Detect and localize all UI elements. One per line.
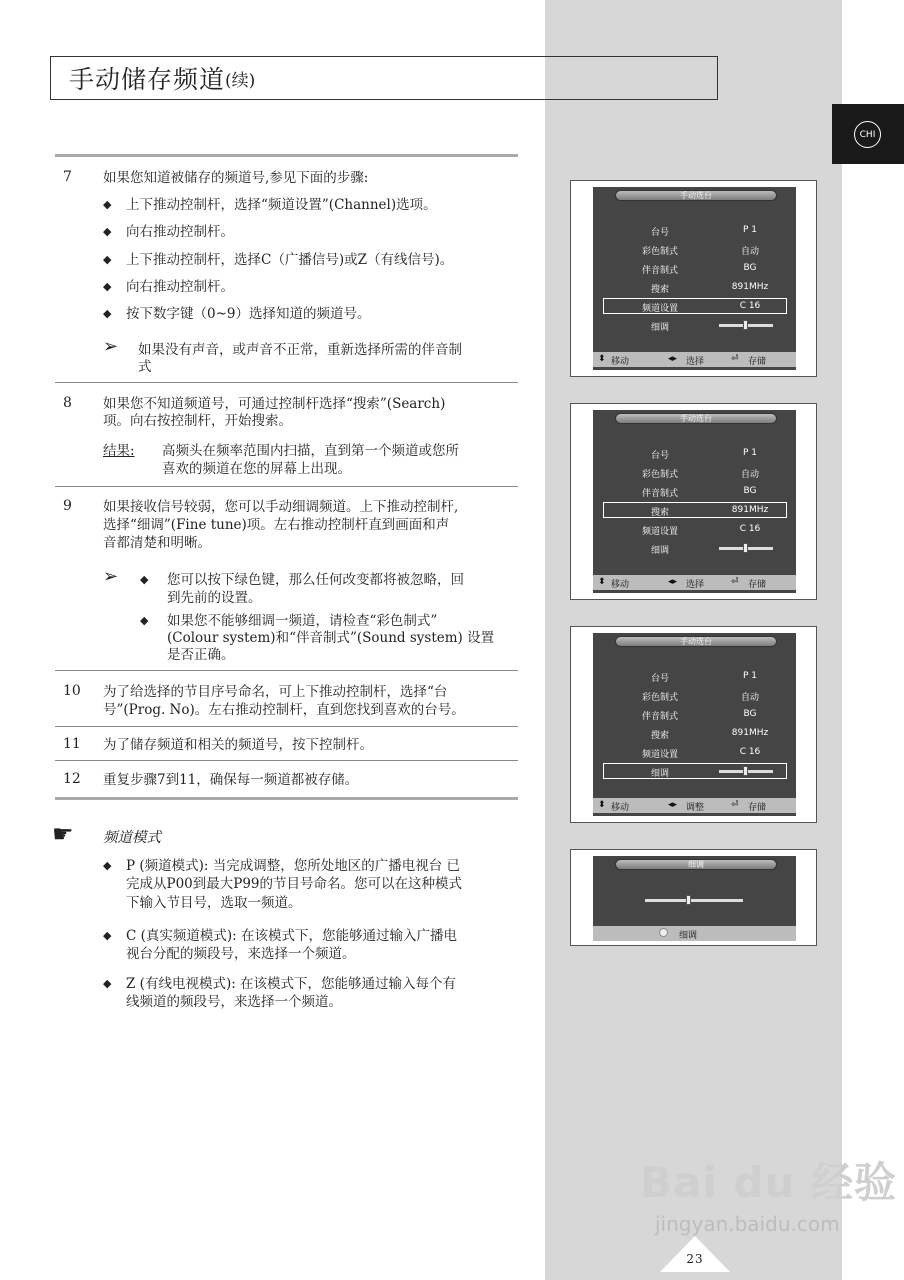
section-divider	[55, 154, 518, 157]
osd-row-value: C 16	[739, 747, 761, 757]
divider	[55, 486, 518, 487]
footer-store-label: 存储	[748, 803, 767, 813]
osd-footer	[593, 352, 796, 367]
osd-row-value: 自动	[740, 247, 759, 257]
osd-title: 手动选台	[615, 636, 777, 647]
pointing-hand-icon: ☛	[52, 820, 74, 848]
step-text: 重复步骤7到11，确保每一频道都被存储。	[103, 772, 359, 788]
bullet-diamond-icon: ◆	[103, 198, 112, 211]
fine-tune-slider-knob[interactable]	[743, 766, 748, 776]
section-heading: 频道模式	[103, 830, 161, 846]
osd-row-value: 自动	[740, 693, 759, 703]
watermark-logo: Bai du 经验	[640, 1158, 897, 1207]
osd-panel	[593, 856, 796, 940]
osd-row-value: BG	[743, 486, 757, 496]
result-text: 喜欢的频道在您的屏幕上出现。	[162, 461, 351, 477]
bullet-diamond-icon: ◆	[103, 280, 112, 293]
up-down-arrow-icon: ⬍	[598, 800, 606, 810]
page-title: 手动储存频道	[69, 65, 226, 94]
divider	[55, 382, 518, 383]
osd-row-label[interactable]: 台号	[650, 674, 669, 684]
step-number: 10	[63, 683, 81, 699]
mode-text: 下输入节目号，选取一频道。	[126, 895, 302, 911]
osd-row-value: BG	[743, 263, 757, 273]
bullet-text: 向右推动控制杆。	[126, 279, 234, 295]
osd-row-label[interactable]: 彩色制式	[641, 693, 678, 703]
footer-store-label: 存储	[748, 580, 767, 590]
osd-row-label[interactable]: 频道设置	[641, 304, 678, 314]
enter-icon: ⏎	[731, 800, 739, 810]
result-text: 高频头在频率范围内扫描，直到第一个频道或您所	[162, 443, 459, 459]
osd-row-label[interactable]: 台号	[650, 228, 669, 238]
watermark-url: jingyan.baidu.com	[655, 1212, 840, 1236]
bullet-diamond-icon: ◆	[103, 225, 112, 238]
step-text: 如果接收信号较弱，您可以手动细调频道。上下推动控制杆,	[103, 499, 459, 515]
left-right-arrow-icon: ◂▸	[668, 800, 678, 810]
page-title-suffix: (续)	[225, 70, 256, 91]
osd-row-label[interactable]: 台号	[650, 451, 669, 461]
osd-row-label[interactable]: 搜索	[650, 731, 669, 741]
bullet-diamond-icon: ◆	[140, 614, 149, 627]
osd-row-value: C 16	[739, 301, 761, 311]
divider	[55, 760, 518, 761]
note-text: 到先前的设置。	[167, 590, 262, 606]
enter-icon: ⏎	[731, 577, 739, 587]
note-text: 是否正确。	[167, 647, 235, 663]
fine-tune-slider-knob[interactable]	[743, 320, 748, 330]
left-right-arrow-icon: ◂▸	[668, 577, 678, 587]
step-text: 如果您知道被储存的频道号,参见下面的步骤:	[103, 170, 369, 186]
osd-footer	[593, 798, 796, 813]
osd-row-value: 自动	[740, 470, 759, 480]
step-number: 7	[63, 169, 72, 185]
osd-row-label[interactable]: 伴音制式	[641, 489, 678, 499]
osd-screen-channel-set	[570, 180, 817, 377]
section-divider	[55, 797, 518, 800]
footer-mid-label: 调整	[686, 803, 705, 813]
osd-title: 手动选台	[615, 413, 777, 424]
footer-mid-label: 选择	[686, 357, 705, 367]
osd-row-value: 891MHz	[731, 282, 769, 292]
bullet-text: 按下数字键（0~9）选择知道的频道号。	[126, 306, 371, 322]
step-number: 8	[63, 395, 72, 411]
osd-row-label[interactable]: 伴音制式	[641, 712, 678, 722]
footer-mid-label: 选择	[686, 580, 705, 590]
footer-move-label: 移动	[611, 803, 630, 813]
osd-panel	[593, 187, 796, 370]
fine-tune-slider-knob[interactable]	[743, 543, 748, 553]
osd-row-label[interactable]: 伴音制式	[641, 266, 678, 276]
osd-row-label[interactable]: 频道设置	[641, 527, 678, 537]
mode-text: P (频道模式): 当完成调整，您所处地区的广播电视台 已	[126, 858, 461, 874]
osd-row-label[interactable]: 彩色制式	[641, 247, 678, 257]
step-text: 为了储存频道和相关的频道号，按下控制杆。	[103, 737, 373, 753]
note-text: 您可以按下绿色键，那么任何改变都将被忽略，回	[167, 572, 464, 588]
osd-row-label[interactable]: 搜索	[650, 285, 669, 295]
bullet-text: 上下推动控制杆，选择“频道设置”(Channel)选项。	[126, 197, 437, 213]
step-text: 号”(Prog. No)。左右推动控制杆，直到您找到喜欢的台号。	[103, 702, 465, 718]
osd-footer	[593, 926, 796, 941]
page-number: 23	[686, 1252, 704, 1266]
language-badge: CHI	[854, 121, 881, 148]
mode-text: 完成从P00到最大P99的节目号命名。您可以在这种模式	[126, 876, 463, 892]
footer-label: 细调	[679, 931, 698, 941]
osd-row-label[interactable]: 细调	[650, 323, 669, 333]
bullet-diamond-icon: ◆	[103, 307, 112, 320]
note-text: 如果您不能够细调一频道，请检查“彩色制式”	[167, 613, 438, 629]
mode-text: Z (有线电视模式): 在该模式下，您能够通过输入每个有	[126, 976, 457, 992]
divider	[55, 670, 518, 671]
step-text: 音都清楚和明晰。	[103, 535, 211, 551]
osd-panel	[593, 633, 796, 816]
bullet-text: 上下推动控制杆，选择C（广播信号)或Z（有线信号)。	[126, 252, 454, 268]
note-arrow-icon: ➢	[103, 336, 119, 357]
osd-row-label[interactable]: 彩色制式	[641, 470, 678, 480]
osd-footer	[593, 575, 796, 590]
osd-row-value: C 16	[739, 524, 761, 534]
osd-row-value: 891MHz	[731, 505, 769, 515]
note-text: 如果没有声音，或声音不正常，重新选择所需的伴音制	[138, 342, 462, 358]
left-right-arrow-icon: ◂▸	[668, 354, 678, 364]
step-text: 如果您不知道频道号，可通过控制杆选择“搜索”(Search)	[103, 396, 446, 412]
osd-row-value: P 1	[742, 448, 757, 458]
osd-row-label[interactable]: 频道设置	[641, 750, 678, 760]
green-button-icon	[659, 928, 668, 937]
step-text: 项。向右按控制杆，开始搜索。	[103, 413, 292, 429]
step-number: 12	[63, 771, 81, 787]
fine-tune-slider-knob[interactable]	[686, 895, 691, 905]
bullet-text: 向右推动控制杆。	[126, 224, 234, 240]
osd-screen-fine-tune	[570, 626, 817, 823]
bullet-diamond-icon: ◆	[103, 253, 112, 266]
bullet-diamond-icon: ◆	[103, 859, 112, 872]
osd-screen-search	[570, 403, 817, 600]
step-text: 为了给选择的节目序号命名，可上下推动控制杆，选择“台	[103, 684, 448, 700]
osd-row-value: P 1	[742, 671, 757, 681]
note-text: (Colour system)和“伴音制式”(Sound system) 设置	[167, 630, 495, 646]
footer-store-label: 存储	[748, 357, 767, 367]
page-title-box	[50, 56, 718, 100]
bullet-diamond-icon: ◆	[103, 977, 112, 990]
osd-row-value: P 1	[742, 225, 757, 235]
enter-icon: ⏎	[731, 354, 739, 364]
step-number: 11	[63, 736, 81, 752]
result-label: 结果:	[103, 443, 135, 459]
bullet-diamond-icon: ◆	[140, 573, 149, 586]
osd-title: 手动选台	[615, 190, 777, 201]
osd-row-label[interactable]: 搜索	[650, 508, 669, 518]
osd-row-value: BG	[743, 709, 757, 719]
footer-move-label: 移动	[611, 580, 630, 590]
divider	[55, 726, 518, 727]
note-arrow-icon: ➢	[103, 566, 119, 587]
mode-text: 线频道的频段号，来选择一个频道。	[126, 994, 342, 1010]
osd-row-label[interactable]: 细调	[650, 769, 669, 779]
mode-text: C (真实频道模式): 在该模式下，您能够通过输入广播电	[126, 928, 457, 944]
step-text: 选择“细调”(Fine tune)项。左右推动控制杆直到画面和声	[103, 517, 450, 533]
osd-screen-fine-tune-slider	[570, 849, 817, 946]
footer-move-label: 移动	[611, 357, 630, 367]
mode-text: 视台分配的频段号，来选择一个频道。	[126, 946, 356, 962]
osd-row-value: 891MHz	[731, 728, 769, 738]
up-down-arrow-icon: ⬍	[598, 577, 606, 587]
osd-row-label[interactable]: 细调	[650, 546, 669, 556]
up-down-arrow-icon: ⬍	[598, 354, 606, 364]
bullet-diamond-icon: ◆	[103, 929, 112, 942]
note-text: 式	[138, 359, 152, 375]
osd-title: 细调	[615, 859, 777, 870]
step-number: 9	[63, 498, 72, 514]
osd-panel	[593, 410, 796, 593]
fine-tune-slider[interactable]	[645, 899, 743, 902]
